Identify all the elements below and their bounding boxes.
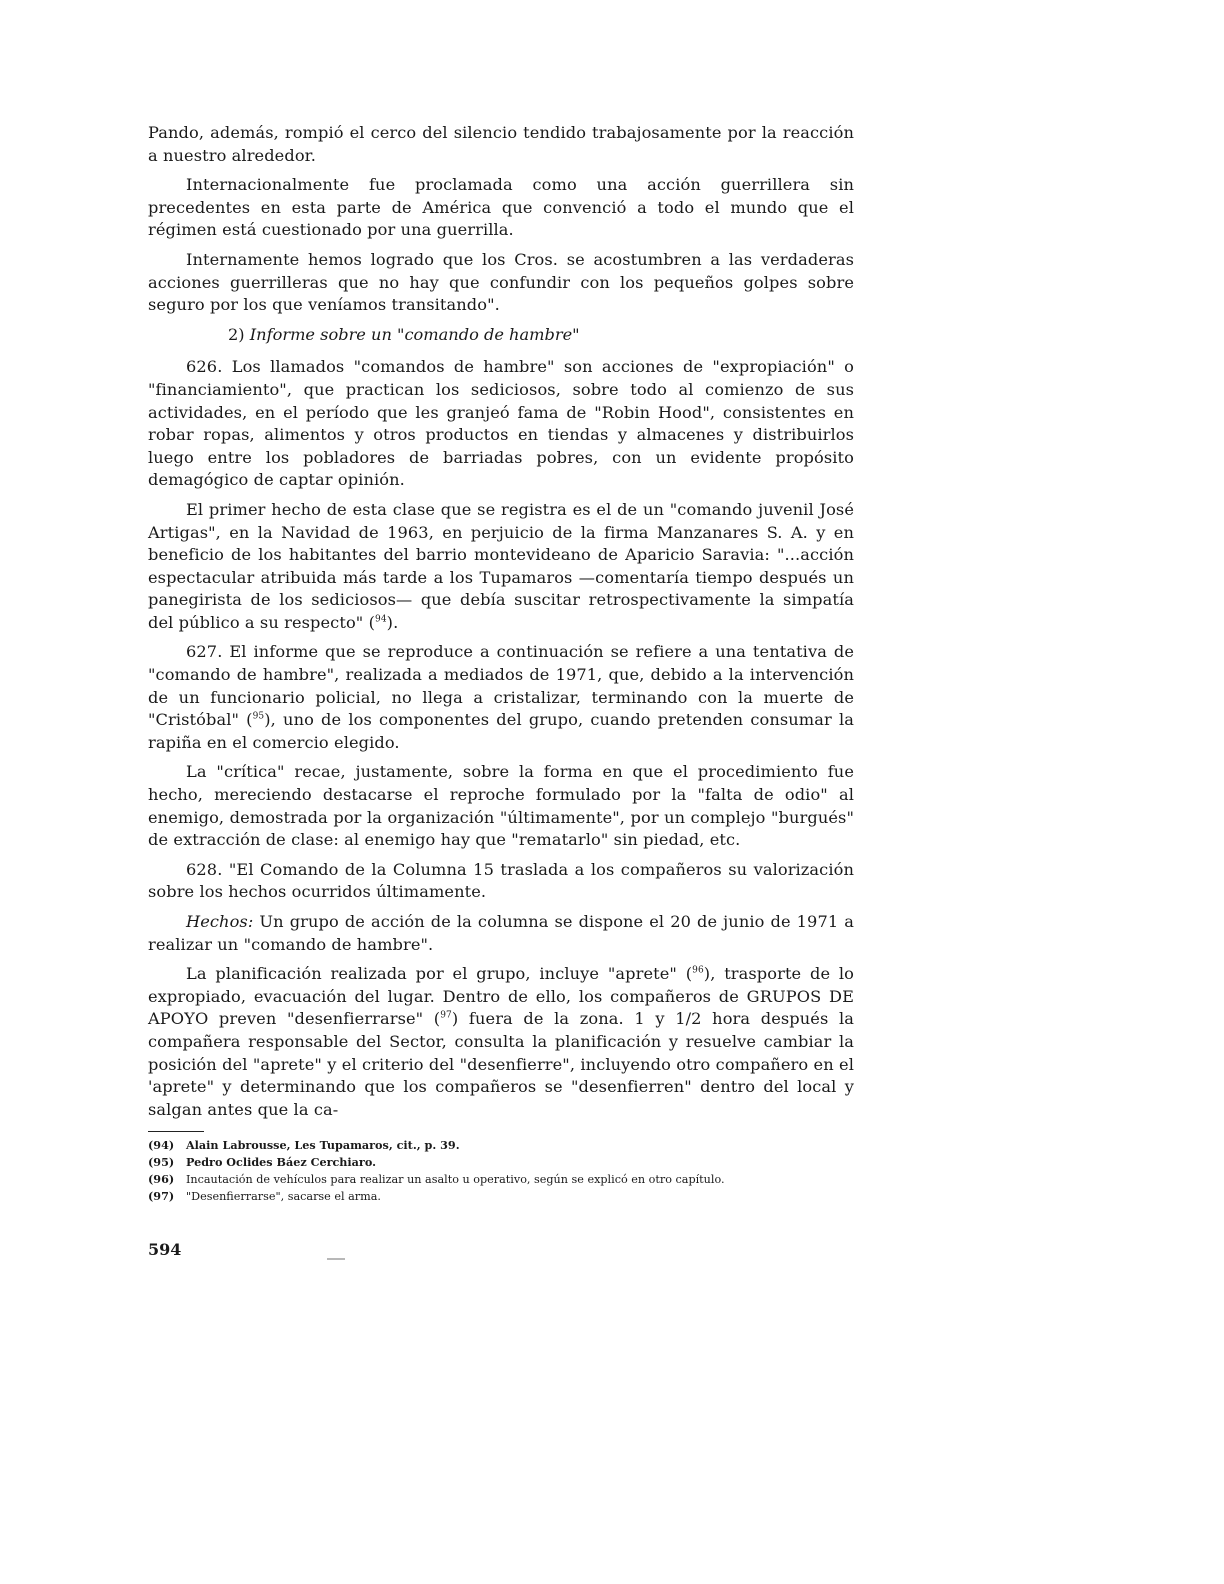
footnote-ref: 94 (375, 614, 387, 625)
paragraph-626 (148, 356, 854, 492)
paragraph-number: 628. (186, 859, 223, 879)
footnote-95 (148, 1155, 854, 1170)
footnote-author: Pedro Oclides Báez Cerchiaro. (186, 1155, 376, 1170)
paragraph-627 (148, 641, 854, 754)
footnote-ref: 96 (692, 965, 704, 976)
page-number: 594 (148, 1240, 182, 1259)
footnote-text: Les Tupamaros, cit., p. 39. (290, 1138, 460, 1153)
paragraph-text: Un grupo de acción de la columna se dispone el 20 de junio de 1971 a realizar un "comando de hambre". (148, 912, 854, 954)
footnote-text: "Desenfierrarse", sacarse el arma. (186, 1190, 381, 1204)
subheading-marker: 2) (228, 324, 245, 344)
paragraph-text-cont: ), uno de los componentes del grupo, cuando pretenden consumar la rapiña en el comercio elegido. (148, 710, 855, 752)
footnote-divider (148, 1131, 204, 1132)
paragraph-critica: La "crítica" recae, justamente, sobre la forma en que el procedimiento fue hecho, mereciendo destacarse el reproche formulado por la "falta de odio" al enemigo, demostrada por la organización "últimamente", por un complejo "burgués" de extracción de clase: al enemigo hay que "rematarlo" sin piedad, etc. (148, 762, 854, 850)
paragraph-internamente: Internamente hemos logrado que los Cros. se acostumbren a las verdaderas acciones guerrilleras que no hay que confundir con los pequeños golpes sobre seguro por los que veníamos transitando". (148, 249, 854, 315)
paragraph-primer-hecho: El primer hecho de esta clase que se registra es el de un "comando juvenil José Artigas", en la Navidad de 1963, en perjuicio de la firma Manzanares S. A. y en beneficio de los habitantes del barrio montevideano de Aparicio Saravia: "...acción espectacular atribuida más tarde a los Tupamaros —comentaría tiempo después un panegirista de los sediciosos— que debía suscitar retrospectivamente la simpatía del público a su respecto" ($^{94}$). (148, 499, 854, 632)
page-body (148, 122, 854, 1206)
hechos-label: Hechos: (186, 912, 254, 931)
paragraph-text-end: ). (386, 612, 399, 632)
footnote-97 (148, 1189, 854, 1204)
footnote-number: (96) (148, 1172, 175, 1187)
paragraph-text-cont: ), trasporte de lo expropiado, evacuación del lugar. Dentro de ello, los compañeros de GRUPOS DE APOYO preven "desenfierrarse" ( (148, 964, 854, 1029)
paragraph-hechos (148, 911, 854, 956)
footnote-96 (148, 1172, 854, 1187)
paragraph-text: Los llamados "comandos de hambre" son acciones de "expropiación" o "financiamiento", que practican los sediciosos, sobre todo al comienzo de sus actividades, en el período que les granjeó fama de "Robin Hood", consistentes en robar ropas, alimentos y otros productos en tiendas y almacenes y distribuirlos luego entre los pobladores de barriadas pobres, con un evidente propósito demagógico de captar opinión. (148, 357, 854, 490)
paragraph-628 (148, 859, 854, 904)
paragraph-number: 627. (186, 642, 223, 662)
scan-mark (327, 1258, 345, 1260)
footnote-text: Incautación de vehículos para realizar un asalto u operativo, según se explicó en otro capítulo. (186, 1173, 725, 1187)
paragraph-internacionalmente: Internacionalmente fue proclamada como una acción guerrillera sin precedentes en esta parte de América que convenció a todo el mundo que el régimen está cuestionado por una guerrilla. (148, 175, 854, 240)
footnote-number: (94) (148, 1138, 175, 1153)
footnote-ref: 95 (252, 711, 265, 722)
footnote-94 (148, 1138, 854, 1153)
footnote-number: (95) (148, 1155, 175, 1170)
paragraph-text: El primer hecho de esta clase que se registra es el de un "comando juvenil José Artigas", en la Navidad de 1963, en perjuicio de la firma Manzanares S. A. y en beneficio de los habitantes del barrio montevideano de Aparicio Saravia: "...acción espectacular atribuida más tarde a los Tupamaros —comentaría tiempo después un panegirista de los sediciosos— que debía suscitar retrospectivamente la simpatía del público a su respecto" (148, 499, 854, 632)
paragraph-text-end: ) fuera de la zona. 1 y 1/2 hora después la compañera responsable del Sector, consulta la planificación y resuelve cambiar la posición del "aprete" y el criterio del "desenfierre", incluyendo otro compañero en el 'aprete" y determinando que los compañeros se "desenfierren" dentro del local y salgan antes que la ca- (148, 1009, 854, 1119)
footnote-number: (97) (148, 1189, 175, 1204)
paragraph-text: La planificación realizada por el grupo, incluye "aprete" ( (186, 964, 693, 984)
subheading-title: Informe sobre un "comando de hambre" (249, 324, 580, 344)
paragraph-text: El informe que se reproduce a continuación se refiere a una tentativa de "comando de hambre", realizada a mediados de 1971, que, debido a la intervención de un funcionario policial, no llega a cristalizar, terminando con la muerte de "Cristóbal" ( (148, 642, 854, 730)
paragraph-text: "El Comando de la Columna 15 traslada a los compañeros su valorización sobre los hechos ocurridos últimamente. (148, 859, 854, 902)
paragraph-number: 626. (186, 357, 223, 377)
paragraph-pando: Pando, además, rompió el cerco del silencio tendido trabajosamente por la reacción a nuestro alrededor. (148, 123, 854, 165)
footnote-ref: 97 (440, 1010, 452, 1021)
footnote-author: Alain Labrousse, (186, 1138, 291, 1153)
section-subheading (228, 324, 854, 347)
paragraph-planificacion (148, 963, 854, 1121)
